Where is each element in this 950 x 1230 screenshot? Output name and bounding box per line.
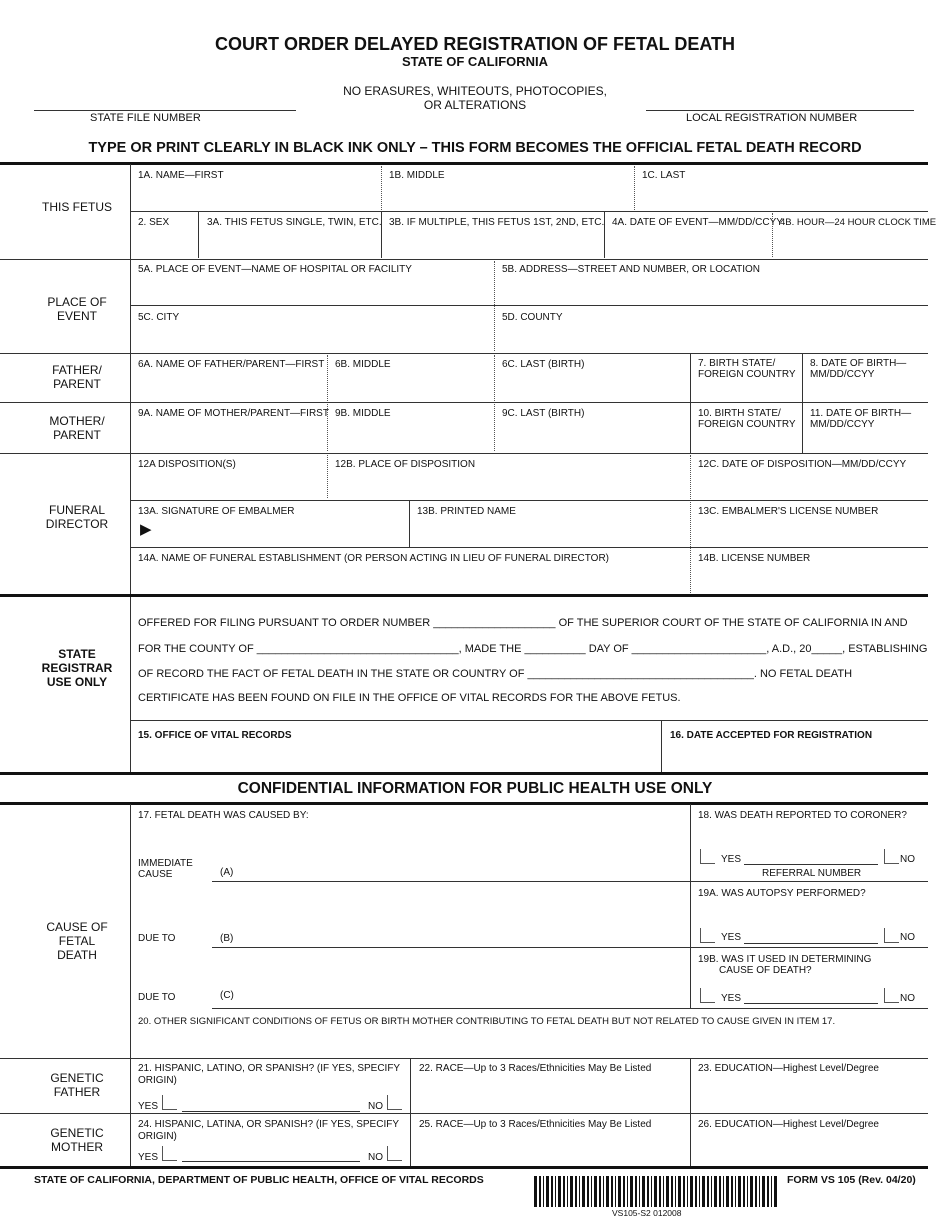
divider xyxy=(690,353,691,402)
barcode-bar xyxy=(623,1176,625,1207)
footer-agency: STATE OF CALIFORNIA, DEPARTMENT OF PUBLIC HEALTH, OFFICE OF VITAL RECORDS xyxy=(34,1174,484,1186)
cause-b-line[interactable] xyxy=(212,947,690,948)
row-line xyxy=(0,353,928,354)
barcode-bar xyxy=(591,1176,592,1207)
divider xyxy=(661,720,662,772)
barcode-bar xyxy=(558,1176,561,1207)
field-10-birth-state-l2: FOREIGN COUNTRY xyxy=(698,419,796,430)
field-3b-birth-order[interactable]: 3B. IF MULTIPLE, THIS FETUS 1ST, 2ND, ETC. xyxy=(389,217,605,228)
row-line xyxy=(0,1058,928,1059)
barcode-bar xyxy=(563,1176,565,1207)
field-5a-place-name[interactable]: 5A. PLACE OF EVENT—NAME OF HOSPITAL OR FACILITY xyxy=(138,264,412,275)
section-genetic-mother: GENETIC MOTHER xyxy=(50,1126,104,1154)
field-10-birth-state-l1[interactable]: 10. BIRTH STATE/ xyxy=(698,408,781,419)
field-9a-mother-first[interactable]: 9A. NAME OF MOTHER/PARENT—FIRST xyxy=(138,408,329,419)
fill-line-19a[interactable] xyxy=(744,943,878,944)
checkbox-19a-no[interactable] xyxy=(884,928,899,943)
no-18-label: NO xyxy=(900,854,915,865)
checkbox-21-yes[interactable] xyxy=(162,1095,177,1110)
barcode-bar xyxy=(627,1176,628,1207)
barcode-bar xyxy=(587,1176,589,1207)
cause-b-label: (B) xyxy=(220,933,234,944)
divider xyxy=(772,213,773,257)
divider xyxy=(802,402,803,453)
barcode-bar xyxy=(719,1176,721,1207)
checkbox-24-yes[interactable] xyxy=(162,1146,177,1161)
field-8-father-dob-l2: MM/DD/CCYY xyxy=(810,369,875,380)
barcode-bar xyxy=(606,1176,609,1207)
barcode-bar xyxy=(762,1176,765,1207)
divider xyxy=(494,404,495,451)
barcode-bar xyxy=(567,1176,568,1207)
section-state-registrar: STATE REGISTRAR USE ONLY xyxy=(41,647,113,689)
barcode-bar xyxy=(615,1176,616,1207)
field-1c-last[interactable]: 1C. LAST xyxy=(642,170,686,181)
barcode-bar xyxy=(539,1176,541,1207)
referral-number-label: REFERRAL NUMBER xyxy=(762,868,862,879)
field-11-mother-dob-l1[interactable]: 11. DATE OF BIRTH— xyxy=(810,408,912,419)
field-25-mother-race[interactable]: 25. RACE—Up to 3 Races/Ethnicities May Be Listed xyxy=(419,1119,652,1130)
barcode-bar xyxy=(759,1176,760,1207)
field-6b-father-middle[interactable]: 6B. MIDDLE xyxy=(335,359,391,370)
divider xyxy=(690,402,691,453)
barcode-bar xyxy=(551,1176,553,1207)
field-1b-middle[interactable]: 1B. MIDDLE xyxy=(389,170,445,181)
divider xyxy=(409,500,410,547)
field-6c-father-last[interactable]: 6C. LAST (BIRTH) xyxy=(502,359,585,370)
barcode-bar xyxy=(750,1176,753,1207)
registrar-statement-line-4: CERTIFICATE HAS BEEN FOUND ON FILE IN THE OFFICE OF VITAL RECORDS FOR THE ABOVE FETUS. xyxy=(138,692,681,704)
barcode-bar xyxy=(642,1176,645,1207)
barcode-bar xyxy=(711,1176,712,1207)
field-11-mother-dob-l2: MM/DD/CCYY xyxy=(810,419,875,430)
field-19a-autopsy: 19A. WAS AUTOPSY PERFORMED? xyxy=(698,888,866,899)
field-3a-plurality[interactable]: 3A. THIS FETUS SINGLE, TWIN, ETC. xyxy=(207,217,382,228)
cause-c-line[interactable] xyxy=(212,1008,928,1009)
fill-line-21[interactable] xyxy=(182,1111,360,1112)
field-17-caused-by: 17. FETAL DEATH WAS CAUSED BY: xyxy=(138,810,309,821)
field-1a-first-name[interactable]: 1A. NAME—FIRST xyxy=(138,170,224,181)
field-19b-used-l1: 19B. WAS IT USED IN DETERMINING xyxy=(698,954,872,965)
yes-19a-label: YES xyxy=(721,932,742,943)
barcode-bar xyxy=(738,1176,741,1207)
field-15-office-of-vital-records[interactable]: 15. OFFICE OF VITAL RECORDS xyxy=(138,730,292,741)
top-border xyxy=(0,162,928,165)
yes-19b-label: YES xyxy=(721,993,742,1004)
field-24-mother-hispanic: 24. HISPANIC, LATINA, OR SPANISH? (IF YES, SPECIFY ORIGIN) xyxy=(138,1119,399,1142)
divider xyxy=(494,261,495,351)
barcode-bar xyxy=(575,1176,577,1207)
section-this-fetus: THIS FETUS xyxy=(41,200,112,214)
fill-line-24[interactable] xyxy=(182,1161,360,1162)
barcode-bar xyxy=(647,1176,649,1207)
barcode-bar xyxy=(666,1176,669,1207)
barcode-bar xyxy=(687,1176,688,1207)
field-7-birth-state-l1[interactable]: 7. BIRTH STATE/ xyxy=(698,358,776,369)
section-divider-lower xyxy=(130,804,131,1166)
checkbox-21-no[interactable] xyxy=(387,1095,402,1110)
field-5b-address[interactable]: 5B. ADDRESS—STREET AND NUMBER, OR LOCATION xyxy=(502,264,761,275)
form-title: COURT ORDER DELAYED REGISTRATION OF FETAL DEATH xyxy=(214,34,735,54)
row-line xyxy=(130,500,928,501)
divider xyxy=(327,404,328,451)
barcode xyxy=(534,1176,780,1208)
divider xyxy=(198,211,199,258)
divider xyxy=(381,166,382,210)
field-14a-funeral-establishment[interactable]: 14A. NAME OF FUNERAL ESTABLISHMENT (OR PERSON ACTING IN LIEU OF FUNERAL DIRECTOR) xyxy=(138,553,610,564)
thick-row-line xyxy=(0,802,928,805)
barcode-bar xyxy=(755,1176,757,1207)
field-20-other-conditions[interactable]: 20. OTHER SIGNIFICANT CONDITIONS OF FETUS OR BIRTH MOTHER CONTRIBUTING TO FETAL DEATH BUT NOT RELATED TO CAUSE GIVEN IN ITEM 17. xyxy=(138,1016,836,1027)
barcode-bar xyxy=(639,1176,640,1207)
barcode-bar xyxy=(683,1176,685,1207)
state-file-number-label: STATE FILE NUMBER xyxy=(90,112,201,124)
cause-c-label: (C) xyxy=(220,990,234,1001)
divider xyxy=(634,166,635,210)
registrar-statement-line-1: OFFERED FOR FILING PURSUANT TO ORDER NUMBER ____________________ OF THE SUPERIOR COURT OF THE STATE OF CALIFORNIA IN AND xyxy=(138,617,908,629)
barcode-bar xyxy=(771,1176,772,1207)
checkbox-19b-no[interactable] xyxy=(884,988,899,1003)
row-line xyxy=(130,547,928,548)
section-mother-parent: MOTHER/ PARENT xyxy=(49,414,105,442)
no-24-label: NO xyxy=(368,1152,383,1163)
barcode-bar xyxy=(618,1176,621,1207)
barcode-bar xyxy=(731,1176,733,1207)
row-line xyxy=(0,1113,928,1114)
barcode-bar xyxy=(743,1176,745,1207)
barcode-bar xyxy=(767,1176,769,1207)
barcode-bar xyxy=(671,1176,673,1207)
checkbox-18-yes[interactable] xyxy=(700,849,715,864)
form-subtitle: STATE OF CALIFORNIA xyxy=(401,54,549,69)
field-14b-license-number[interactable]: 14B. LICENSE NUMBER xyxy=(698,553,811,564)
row-line xyxy=(690,881,928,882)
field-9c-mother-last[interactable]: 9C. LAST (BIRTH) xyxy=(502,408,585,419)
yes-18-label: YES xyxy=(721,854,742,865)
field-13c-embalmer-license[interactable]: 13C. EMBALMER'S LICENSE NUMBER xyxy=(698,506,879,517)
row-line xyxy=(130,720,928,721)
barcode-bar xyxy=(678,1176,681,1207)
checkbox-18-no[interactable] xyxy=(884,849,899,864)
field-22-father-race[interactable]: 22. RACE—Up to 3 Races/Ethnicities May Be Listed xyxy=(419,1063,652,1074)
divider xyxy=(690,1058,691,1166)
field-26-mother-education[interactable]: 26. EDUCATION—Highest Level/Degree xyxy=(698,1119,879,1130)
section-cause-of-fetal-death: CAUSE OF FETAL DEATH xyxy=(46,920,108,962)
barcode-bar xyxy=(579,1176,580,1207)
no-21-label: NO xyxy=(368,1101,383,1112)
barcode-bar xyxy=(611,1176,613,1207)
local-registration-number-line[interactable] xyxy=(646,110,914,111)
barcode-bar xyxy=(659,1176,661,1207)
field-2-sex[interactable]: 2. SEX xyxy=(138,217,170,228)
field-7-birth-state-l2: FOREIGN COUNTRY xyxy=(698,369,796,380)
divider xyxy=(690,804,691,1008)
row-line xyxy=(130,211,928,212)
signature-arrow-icon: ▶ xyxy=(140,521,152,538)
field-23-father-education[interactable]: 23. EDUCATION—Highest Level/Degree xyxy=(698,1063,879,1074)
cause-a-line[interactable] xyxy=(212,881,690,882)
row-line xyxy=(130,305,928,306)
barcode-bar xyxy=(635,1176,637,1207)
barcode-bar xyxy=(630,1176,633,1207)
local-registration-number-label: LOCAL REGISTRATION NUMBER xyxy=(686,112,858,124)
yes-21-label: YES xyxy=(138,1101,159,1112)
barcode-bar xyxy=(774,1176,777,1207)
yes-24-label: YES xyxy=(138,1152,159,1163)
no-19a-label: NO xyxy=(900,932,915,943)
barcode-bar xyxy=(714,1176,717,1207)
field-21-father-hispanic: 21. HISPANIC, LATINO, OR SPANISH? (IF YES, SPECIFY ORIGIN) xyxy=(138,1063,400,1086)
field-19b-used-l2: CAUSE OF DEATH? xyxy=(719,965,812,976)
footer-form-number: FORM VS 105 (Rev. 04/20) xyxy=(787,1174,916,1186)
divider xyxy=(381,211,382,258)
barcode-bar xyxy=(747,1176,748,1207)
barcode-bar xyxy=(723,1176,724,1207)
field-12a-disposition[interactable]: 12A DISPOSITION(S) xyxy=(138,459,236,470)
instruction-banner: TYPE OR PRINT CLEARLY IN BLACK INK ONLY – THIS FORM BECOMES THE OFFICIAL FETAL DEATH RECORD xyxy=(88,140,862,156)
immediate-cause-label-l1: IMMEDIATE xyxy=(138,858,193,869)
barcode-bar xyxy=(582,1176,585,1207)
barcode-bar xyxy=(599,1176,601,1207)
section-father-parent: FATHER/ PARENT xyxy=(52,363,102,391)
confidential-heading: CONFIDENTIAL INFORMATION FOR PUBLIC HEALTH USE ONLY xyxy=(237,780,713,797)
barcode-bar xyxy=(663,1176,664,1207)
registrar-statement-line-2: FOR THE COUNTY OF _________________________________, MADE THE __________ DAY OF ______________________, A.D., 20_____, ESTABLISHING xyxy=(138,643,928,655)
field-8-father-dob-l1[interactable]: 8. DATE OF BIRTH— xyxy=(810,358,907,369)
barcode-bar xyxy=(699,1176,700,1207)
checkbox-24-no[interactable] xyxy=(387,1146,402,1161)
field-5c-city[interactable]: 5C. CITY xyxy=(138,312,180,323)
notice-line-2: OR ALTERATIONS xyxy=(423,98,527,112)
immediate-cause-label-l2: CAUSE xyxy=(138,869,173,880)
field-9b-mother-middle[interactable]: 9B. MIDDLE xyxy=(335,408,391,419)
registrar-statement-line-3: OF RECORD THE FACT OF FETAL DEATH IN THE STATE OR COUNTRY OF _____________________________________. NO FETAL DEATH xyxy=(138,668,853,680)
barcode-bar xyxy=(726,1176,729,1207)
field-6a-father-first[interactable]: 6A. NAME OF FATHER/PARENT—FIRST xyxy=(138,359,325,370)
barcode-bar xyxy=(543,1176,544,1207)
checkbox-19a-yes[interactable] xyxy=(700,928,715,943)
barcode-bar xyxy=(707,1176,709,1207)
barcode-bar xyxy=(695,1176,697,1207)
field-4b-hour[interactable]: 4B. HOUR—24 HOUR CLOCK TIME xyxy=(780,217,937,228)
fill-line-19b[interactable] xyxy=(744,1003,878,1004)
divider xyxy=(410,1058,411,1166)
row-line xyxy=(0,402,928,403)
divider xyxy=(802,353,803,402)
divider xyxy=(327,455,328,498)
barcode-bar xyxy=(603,1176,604,1207)
barcode-bar xyxy=(651,1176,652,1207)
due-to-label-1: DUE TO xyxy=(138,933,176,944)
no-19b-label: NO xyxy=(900,993,915,1004)
barcode-bar xyxy=(555,1176,556,1207)
state-file-number-line[interactable] xyxy=(34,110,296,111)
divider xyxy=(494,355,495,401)
field-13b-printed-name[interactable]: 13B. PRINTED NAME xyxy=(417,506,516,517)
section-divider-upper xyxy=(130,164,131,772)
barcode-bar xyxy=(690,1176,693,1207)
barcode-text: VS105-S2 012008 xyxy=(612,1208,682,1218)
divider xyxy=(327,355,328,401)
field-4a-date-of-event[interactable]: 4A. DATE OF EVENT—MM/DD/CCYY xyxy=(612,217,783,228)
divider xyxy=(604,211,605,258)
bottom-border xyxy=(0,1166,928,1169)
barcode-bar xyxy=(546,1176,549,1207)
cause-a-label: (A) xyxy=(220,867,234,878)
barcode-bar xyxy=(594,1176,597,1207)
barcode-bar xyxy=(654,1176,657,1207)
field-5d-county[interactable]: 5D. COUNTY xyxy=(502,312,563,323)
field-12c-date-of-disposition[interactable]: 12C. DATE OF DISPOSITION—MM/DD/CCYY xyxy=(698,459,907,470)
field-16-date-accepted[interactable]: 16. DATE ACCEPTED FOR REGISTRATION xyxy=(670,730,873,741)
notice-line-1: NO ERASURES, WHITEOUTS, PHOTOCOPIES, xyxy=(343,84,607,98)
referral-number-line[interactable] xyxy=(744,864,878,865)
thick-row-line xyxy=(0,594,928,597)
section-funeral-director: FUNERAL DIRECTOR xyxy=(45,503,109,531)
barcode-bar xyxy=(702,1176,705,1207)
row-line xyxy=(0,453,928,454)
barcode-bar xyxy=(534,1176,537,1207)
row-line xyxy=(0,259,928,260)
due-to-label-2: DUE TO xyxy=(138,992,176,1003)
section-place-of-event: PLACE OF EVENT xyxy=(47,295,107,323)
barcode-bar xyxy=(735,1176,736,1207)
divider xyxy=(690,455,691,593)
field-12b-place-of-disposition[interactable]: 12B. PLACE OF DISPOSITION xyxy=(335,459,476,470)
field-13a-embalmer-signature[interactable]: 13A. SIGNATURE OF EMBALMER xyxy=(138,506,295,517)
barcode-bar xyxy=(675,1176,676,1207)
field-18-coroner: 18. WAS DEATH REPORTED TO CORONER? xyxy=(698,810,907,821)
row-line xyxy=(690,947,928,948)
section-genetic-father: GENETIC FATHER xyxy=(50,1071,104,1099)
checkbox-19b-yes[interactable] xyxy=(700,988,715,1003)
barcode-bar xyxy=(570,1176,573,1207)
thick-row-line xyxy=(0,772,928,775)
